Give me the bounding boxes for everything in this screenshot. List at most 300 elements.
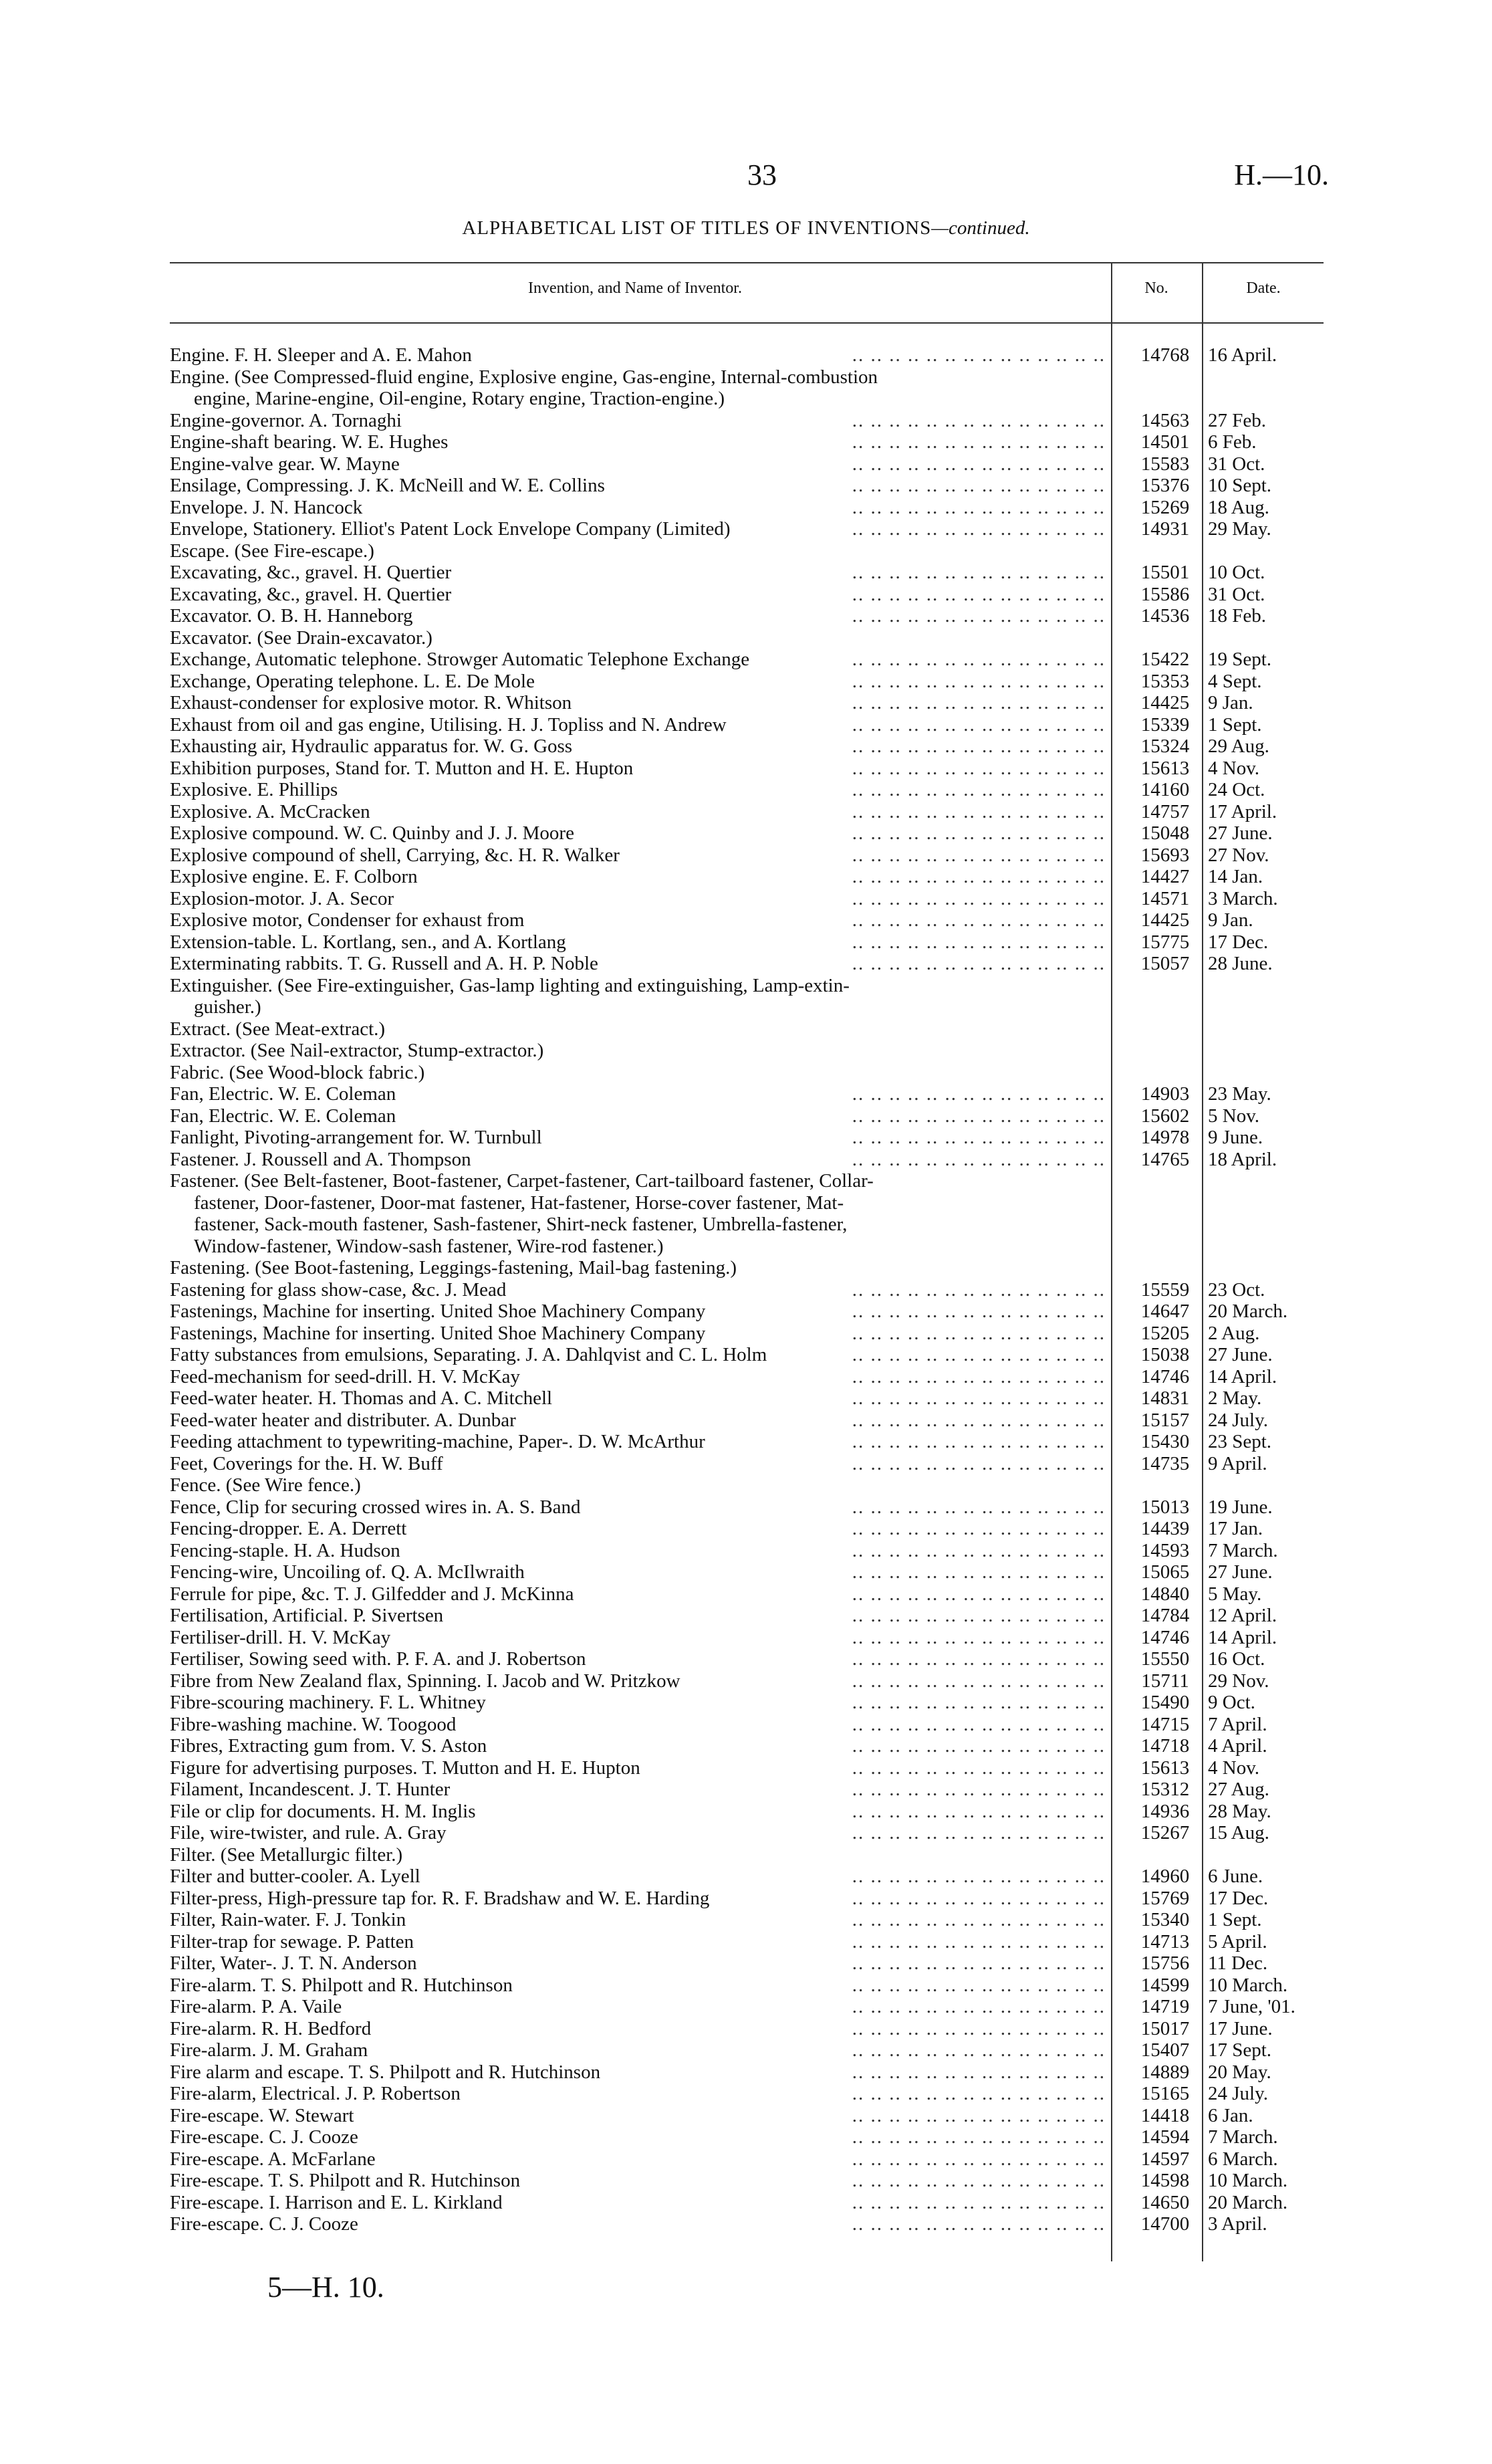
leader-dots: .. .. .. .. .. .. .. .. .. .. .. .. .. .. xyxy=(852,1909,1106,1930)
invention-title: Fence. (See Wire fence.) xyxy=(170,1474,368,1496)
invention-title: Fire alarm and escape. T. S. Philpott and R. Hutchinson xyxy=(170,2061,607,2084)
invention-number: 14757 xyxy=(1140,800,1190,822)
invention-title: Fibre-scouring machinery. F. L. Whitney xyxy=(170,1692,493,1714)
invention-number: 14978 xyxy=(1140,1127,1190,1148)
invention-title: Fire-escape. C. J. Cooze xyxy=(170,2213,365,2235)
leader-dots: .. .. .. .. .. .. .. .. .. .. .. .. .. .. xyxy=(852,2126,1106,2148)
invention-title: Exhaust from oil and gas engine, Utilising. H. J. Topliss and N. Andrew xyxy=(170,714,733,736)
table-row xyxy=(170,344,1324,366)
leader-dots: .. .. .. .. .. .. .. .. .. .. .. .. .. .. xyxy=(852,953,1106,974)
invention-title: Fire-alarm, Electrical. J. P. Robertson xyxy=(170,2083,467,2105)
header-bottom-rule xyxy=(170,322,1324,324)
invention-date: 5 April. xyxy=(1208,1930,1267,1952)
invention-title: Filter-trap for sewage. P. Patten xyxy=(170,1931,420,1953)
invention-title: Fencing-wire, Uncoiling of. Q. A. McIlwraith xyxy=(170,1561,531,1583)
invention-title: Ensilage, Compressing. J. K. McNeill and W. E. Collins xyxy=(170,475,612,497)
invention-date: 27 Nov. xyxy=(1208,844,1269,866)
invention-title: Fanlight, Pivoting-arrangement for. W. Turnbull xyxy=(170,1127,549,1149)
invention-title: Fire-alarm. J. M. Graham xyxy=(170,2039,374,2061)
invention-date: 14 April. xyxy=(1208,1626,1277,1648)
table-row xyxy=(170,366,1324,388)
invention-number: 15353 xyxy=(1140,670,1190,692)
table-row xyxy=(170,2061,1324,2084)
invention-date: 3 March. xyxy=(1208,887,1278,909)
invention-title: Fire-escape. C. J. Cooze xyxy=(170,2126,365,2148)
invention-title: Fire-alarm. P. A. Vaile xyxy=(170,1996,348,2018)
invention-title: fastener, Sack-mouth fastener, Sash-fastener, Shirt-neck fastener, Umbrella-fastener, xyxy=(194,1214,854,1236)
leader-dots: .. .. .. .. .. .. .. .. .. .. .. .. .. .. xyxy=(852,1496,1106,1518)
invention-date: 17 Sept. xyxy=(1208,2039,1272,2061)
leader-dots: .. .. .. .. .. .. .. .. .. .. .. .. .. .. xyxy=(852,1996,1106,2017)
invention-date: 9 Jan. xyxy=(1208,692,1253,713)
invention-number: 14713 xyxy=(1140,1930,1190,1952)
series-reference: H.—10. xyxy=(1234,158,1329,191)
table-row xyxy=(170,605,1324,627)
invention-date: 18 Feb. xyxy=(1208,605,1266,627)
invention-title: Extractor. (See Nail-extractor, Stump-extractor.) xyxy=(170,1040,550,1062)
table-row xyxy=(170,1952,1324,1975)
invention-date: 7 April. xyxy=(1208,1713,1267,1735)
table-row xyxy=(170,1583,1324,1605)
invention-number: 15267 xyxy=(1140,1822,1190,1843)
table-row xyxy=(170,779,1324,801)
invention-number: 14650 xyxy=(1140,2191,1190,2213)
table-row xyxy=(170,2105,1324,2127)
invention-number: 15583 xyxy=(1140,453,1190,475)
leader-dots: .. .. .. .. .. .. .. .. .. .. .. .. .. .. xyxy=(852,1278,1106,1301)
table-row xyxy=(170,540,1324,562)
leader-dots: .. .. .. .. .. .. .. .. .. .. .. .. .. .. xyxy=(852,822,1106,844)
leader-dots: .. .. .. .. .. .. .. .. .. .. .. .. .. .. xyxy=(852,605,1106,627)
leader-dots: .. .. .. .. .. .. .. .. .. .. .. .. .. .. xyxy=(852,1692,1106,1713)
invention-date: 24 Oct. xyxy=(1208,779,1265,800)
invention-number: 15157 xyxy=(1140,1409,1190,1431)
leader-dots: .. .. .. .. .. .. .. .. .. .. .. .. .. .. xyxy=(852,1105,1106,1127)
invention-title: Window-fastener, Window-sash fastener, Wire-rod fastener.) xyxy=(194,1236,670,1258)
invention-title: Fire-escape. A. McFarlane xyxy=(170,2148,382,2170)
invention-date: 12 April. xyxy=(1208,1605,1277,1626)
invention-date: 19 Sept. xyxy=(1208,649,1272,670)
invention-title: Fastening. (See Boot-fastening, Leggings-fastening, Mail-bag fastening.) xyxy=(170,1257,743,1279)
invention-date: 6 Feb. xyxy=(1208,431,1257,453)
invention-title: File or clip for documents. H. M. Inglis xyxy=(170,1801,483,1823)
invention-number: 14427 xyxy=(1140,866,1190,887)
invention-number: 15057 xyxy=(1140,953,1190,974)
invention-title: fastener, Door-fastener, Door-mat fastener, Hat-fastener, Horse-cover fastener, Mat- xyxy=(194,1192,850,1214)
table-row xyxy=(170,931,1324,954)
invention-date: 9 Oct. xyxy=(1208,1692,1255,1713)
invention-date: 20 March. xyxy=(1208,2191,1288,2213)
invention-date: 9 Jan. xyxy=(1208,909,1253,931)
invention-number: 14563 xyxy=(1140,409,1190,431)
table-row xyxy=(170,1366,1324,1388)
invention-number: 14439 xyxy=(1140,1518,1190,1539)
invention-title: Fertilisation, Artificial. P. Sivertsen xyxy=(170,1605,450,1627)
invention-date: 4 Nov. xyxy=(1208,1757,1260,1779)
leader-dots: .. .. .. .. .. .. .. .. .. .. .. .. .. .. xyxy=(852,1561,1106,1583)
invention-date: 7 June, '01. xyxy=(1208,1996,1295,2017)
invention-title: Exhaust-condenser for explosive motor. R. Whitson xyxy=(170,692,578,714)
leader-dots: .. .. .. .. .. .. .. .. .. .. .. .. .. .. xyxy=(852,496,1106,518)
invention-title: Exhausting air, Hydraulic apparatus for. W. G. Goss xyxy=(170,736,579,758)
invention-number: 15769 xyxy=(1140,1887,1190,1909)
leader-dots: .. .. .. .. .. .. .. .. .. .. .. .. .. .. xyxy=(852,1670,1106,1692)
invention-number: 14598 xyxy=(1140,2170,1190,2191)
table-row xyxy=(170,2083,1324,2105)
table-row xyxy=(170,2148,1324,2170)
invention-number: 14746 xyxy=(1140,1365,1190,1387)
invention-number: 14425 xyxy=(1140,909,1190,931)
leader-dots: .. .. .. .. .. .. .. .. .. .. .. .. .. .. xyxy=(852,1779,1106,1800)
invention-title: Fire-escape. W. Stewart xyxy=(170,2105,360,2127)
table-row xyxy=(170,1387,1324,1410)
invention-date: 23 Sept. xyxy=(1208,1431,1272,1452)
table-row xyxy=(170,1996,1324,2018)
invention-date: 6 March. xyxy=(1208,2148,1278,2170)
invention-title: Feed-water heater and distributer. A. Dunbar xyxy=(170,1410,523,1432)
invention-title: Envelope, Stationery. Elliot's Patent Lock Envelope Company (Limited) xyxy=(170,518,737,540)
leader-dots: .. .. .. .. .. .. .. .. .. .. .. .. .. .. xyxy=(852,2061,1106,2083)
invention-number: 14903 xyxy=(1140,1083,1190,1105)
invention-date: 5 Nov. xyxy=(1208,1105,1260,1127)
list-title-main: ALPHABETICAL LIST OF TITLES OF INVENTIONS xyxy=(462,217,932,239)
invention-number: 14700 xyxy=(1140,2213,1190,2235)
invention-number: 15340 xyxy=(1140,1909,1190,1930)
leader-dots: .. .. .. .. .. .. .. .. .. .. .. .. .. .. xyxy=(852,1713,1106,1735)
invention-title: Fire-escape. I. Harrison and E. L. Kirkland xyxy=(170,2192,509,2214)
invention-date: 16 Oct. xyxy=(1208,1648,1265,1670)
invention-number: 14594 xyxy=(1140,2126,1190,2148)
table-row xyxy=(170,1844,1324,1866)
leader-dots: .. .. .. .. .. .. .. .. .. .. .. .. .. .. xyxy=(852,2083,1106,2104)
invention-title: Excavating, &c., gravel. H. Quertier xyxy=(170,562,458,584)
invention-date: 16 April. xyxy=(1208,344,1277,366)
leader-dots: .. .. .. .. .. .. .. .. .. .. .. .. .. .. xyxy=(852,475,1106,496)
table-row xyxy=(170,1149,1324,1171)
invention-number: 14735 xyxy=(1140,1452,1190,1474)
table-row xyxy=(170,1474,1324,1496)
table-row xyxy=(170,888,1324,910)
invention-number: 15613 xyxy=(1140,757,1190,779)
invention-number: 14599 xyxy=(1140,1974,1190,1996)
invention-date: 4 Nov. xyxy=(1208,757,1260,779)
invention-number: 14718 xyxy=(1140,1735,1190,1757)
invention-number: 15775 xyxy=(1140,931,1190,953)
leader-dots: .. .. .. .. .. .. .. .. .. .. .. .. .. .. xyxy=(852,2104,1106,2126)
invention-date: 27 June. xyxy=(1208,1344,1273,1365)
table-row xyxy=(170,1605,1324,1627)
table-row xyxy=(170,1279,1324,1301)
table-row xyxy=(170,758,1324,780)
invention-title: Escape. (See Fire-escape.) xyxy=(170,540,381,562)
invention-title: Fatty substances from emulsions, Separating. J. A. Dahlqvist and C. L. Holm xyxy=(170,1344,773,1366)
invention-date: 11 Dec. xyxy=(1208,1952,1268,1974)
invention-number: 14765 xyxy=(1140,1148,1190,1170)
invention-date: 18 Aug. xyxy=(1208,496,1269,518)
table-row xyxy=(170,1236,1324,1258)
invention-number: 15065 xyxy=(1140,1561,1190,1583)
invention-title: Fire-alarm. T. S. Philpott and R. Hutchinson xyxy=(170,1975,519,1997)
invention-number: 15711 xyxy=(1141,1670,1189,1692)
invention-number: 15756 xyxy=(1140,1952,1190,1974)
invention-title: Explosive engine. E. F. Colborn xyxy=(170,866,424,888)
invention-title: Filter. (See Metallurgic filter.) xyxy=(170,1844,409,1866)
leader-dots: .. .. .. .. .. .. .. .. .. .. .. .. .. .. xyxy=(852,2039,1106,2061)
leader-dots: .. .. .. .. .. .. .. .. .. .. .. .. .. .. xyxy=(852,453,1106,475)
leader-dots: .. .. .. .. .. .. .. .. .. .. .. .. .. .. xyxy=(852,431,1106,453)
invention-number: 15559 xyxy=(1140,1278,1190,1301)
table-row xyxy=(170,714,1324,736)
invention-title: File, wire-twister, and rule. A. Gray xyxy=(170,1822,453,1844)
invention-number: 14831 xyxy=(1140,1387,1190,1409)
invention-date: 17 Jan. xyxy=(1208,1518,1263,1539)
leader-dots: .. .. .. .. .. .. .. .. .. .. .. .. .. .. xyxy=(852,1344,1106,1365)
table-row xyxy=(170,1540,1324,1562)
leader-dots: .. .. .. .. .. .. .. .. .. .. .. .. .. .. xyxy=(852,1800,1106,1822)
invention-date: 2 May. xyxy=(1208,1387,1262,1409)
invention-date: 29 May. xyxy=(1208,518,1271,540)
invention-number: 15376 xyxy=(1140,475,1190,496)
table-row xyxy=(170,562,1324,584)
leader-dots: .. .. .. .. .. .. .. .. .. .. .. .. .. .. xyxy=(852,409,1106,431)
invention-title: Fastenings, Machine for inserting. United Shoe Machinery Company xyxy=(170,1301,712,1323)
invention-number: 14784 xyxy=(1140,1605,1190,1626)
invention-date: 10 Sept. xyxy=(1208,475,1272,496)
table-row xyxy=(170,953,1324,975)
invention-title: Fencing-dropper. E. A. Derrett xyxy=(170,1518,413,1540)
invention-date: 31 Oct. xyxy=(1208,453,1265,475)
leader-dots: .. .. .. .. .. .. .. .. .. .. .. .. .. .. xyxy=(852,670,1106,692)
table-row xyxy=(170,1410,1324,1432)
invention-title: Fastenings, Machine for inserting. United Shoe Machinery Company xyxy=(170,1323,712,1345)
table-row xyxy=(170,2170,1324,2192)
invention-title: Feed-water heater. H. Thomas and A. C. Mitchell xyxy=(170,1387,559,1410)
invention-number: 15324 xyxy=(1140,736,1190,757)
invention-date: 9 April. xyxy=(1208,1452,1267,1474)
leader-dots: .. .. .. .. .. .. .. .. .. .. .. .. .. .. xyxy=(852,1387,1106,1409)
invention-number: 15165 xyxy=(1140,2083,1190,2104)
invention-number: 15602 xyxy=(1140,1105,1190,1127)
leader-dots: .. .. .. .. .. .. .. .. .. .. .. .. .. .. xyxy=(852,1866,1106,1887)
table-row xyxy=(170,1062,1324,1084)
invention-date: 18 April. xyxy=(1208,1148,1277,1170)
table-row xyxy=(170,1301,1324,1323)
invention-title: Exhibition purposes, Stand for. T. Mutton and H. E. Hupton xyxy=(170,758,640,780)
leader-dots: .. .. .. .. .. .. .. .. .. .. .. .. .. .. xyxy=(852,713,1106,736)
table-row xyxy=(170,1648,1324,1670)
invention-date: 5 May. xyxy=(1208,1583,1262,1605)
table-row xyxy=(170,1975,1324,1997)
invention-number: 15017 xyxy=(1140,2017,1190,2039)
invention-date: 1 Sept. xyxy=(1208,1909,1262,1930)
leader-dots: .. .. .. .. .. .. .. .. .. .. .. .. .. .. xyxy=(852,1930,1106,1952)
invention-number: 15693 xyxy=(1140,844,1190,866)
invention-title: Fastening for glass show-case, &c. J. Mead xyxy=(170,1279,513,1301)
invention-title: Ferrule for pipe, &c. T. J. Gilfedder and J. McKinna xyxy=(170,1583,581,1605)
leader-dots: .. .. .. .. .. .. .. .. .. .. .. .. .. .. xyxy=(852,736,1106,757)
inventions-list xyxy=(170,344,1324,2235)
footer-reference: 5—H. 10. xyxy=(267,2271,384,2304)
invention-date: 14 Jan. xyxy=(1208,866,1263,887)
invention-date: 23 Oct. xyxy=(1208,1278,1265,1301)
invention-title: Fence, Clip for securing crossed wires in. A. S. Band xyxy=(170,1496,588,1519)
invention-date: 17 June. xyxy=(1208,2017,1273,2039)
invention-date: 20 May. xyxy=(1208,2061,1271,2083)
table-row xyxy=(170,584,1324,606)
invention-date: 1 Sept. xyxy=(1208,713,1262,736)
invention-number: 14715 xyxy=(1140,1713,1190,1735)
table-row xyxy=(170,1714,1324,1736)
leader-dots: .. .. .. .. .. .. .. .. .. .. .. .. .. .. xyxy=(852,1822,1106,1843)
invention-title: Figure for advertising purposes. T. Mutton and H. E. Hupton xyxy=(170,1757,647,1779)
invention-title: Fan, Electric. W. E. Coleman xyxy=(170,1083,402,1105)
invention-title: Fan, Electric. W. E. Coleman xyxy=(170,1105,402,1127)
leader-dots: .. .. .. .. .. .. .. .. .. .. .. .. .. .. xyxy=(852,1083,1106,1105)
invention-number: 14840 xyxy=(1140,1583,1190,1605)
invention-number: 14160 xyxy=(1140,779,1190,800)
invention-date: 10 March. xyxy=(1208,1974,1288,1996)
invention-title: engine, Marine-engine, Oil-engine, Rotary engine, Traction-engine.) xyxy=(194,388,731,410)
leader-dots: .. .. .. .. .. .. .. .. .. .. .. .. .. .. xyxy=(852,1648,1106,1670)
table-row xyxy=(170,1561,1324,1583)
invention-title: Fire-escape. T. S. Philpott and R. Hutchinson xyxy=(170,2170,527,2192)
list-title-suffix: —continued. xyxy=(931,217,1030,239)
table-row xyxy=(170,1431,1324,1453)
invention-title: Extension-table. L. Kortlang, sen., and A. Kortlang xyxy=(170,931,573,954)
leader-dots: .. .. .. .. .. .. .. .. .. .. .. .. .. .. xyxy=(852,1452,1106,1474)
invention-title: Fastener. J. Roussell and A. Thompson xyxy=(170,1149,478,1171)
invention-date: 17 April. xyxy=(1208,800,1277,822)
leader-dots: .. .. .. .. .. .. .. .. .. .. .. .. .. .. xyxy=(852,1605,1106,1626)
invention-number: 15422 xyxy=(1140,649,1190,670)
invention-number: 14418 xyxy=(1140,2104,1190,2126)
table-row xyxy=(170,1692,1324,1714)
invention-title: Exchange, Operating telephone. L. E. De Mole xyxy=(170,671,541,693)
leader-dots: .. .. .. .. .. .. .. .. .. .. .. .. .. .. xyxy=(852,1887,1106,1909)
table-row xyxy=(170,909,1324,931)
invention-number: 14889 xyxy=(1140,2061,1190,2083)
invention-title: Extract. (See Meat-extract.) xyxy=(170,1018,392,1040)
invention-number: 15205 xyxy=(1140,1322,1190,1344)
leader-dots: .. .. .. .. .. .. .. .. .. .. .. .. .. .. xyxy=(852,344,1106,366)
invention-date: 2 Aug. xyxy=(1208,1322,1260,1344)
invention-date: 31 Oct. xyxy=(1208,583,1265,605)
leader-dots: .. .. .. .. .. .. .. .. .. .. .. .. .. .. xyxy=(852,649,1106,670)
table-row xyxy=(170,497,1324,519)
column-header-invention: Invention, and Name of Inventor. xyxy=(528,279,742,297)
invention-date: 23 May. xyxy=(1208,1083,1271,1105)
invention-date: 27 June. xyxy=(1208,822,1273,844)
invention-date: 24 July. xyxy=(1208,2083,1268,2104)
invention-date: 28 May. xyxy=(1208,1800,1271,1822)
table-row xyxy=(170,1105,1324,1127)
invention-title: Fertiliser-drill. H. V. McKay xyxy=(170,1627,397,1649)
invention-date: 14 April. xyxy=(1208,1365,1277,1387)
table-row xyxy=(170,1931,1324,1953)
invention-title: Explosive compound of shell, Carrying, &c. H. R. Walker xyxy=(170,845,626,867)
leader-dots: .. .. .. .. .. .. .. .. .. .. .. .. .. .. xyxy=(852,909,1106,931)
invention-date: 29 Aug. xyxy=(1208,736,1269,757)
invention-number: 15339 xyxy=(1140,713,1190,736)
leader-dots: .. .. .. .. .. .. .. .. .. .. .. .. .. .. xyxy=(852,1583,1106,1605)
invention-date: 19 June. xyxy=(1208,1496,1273,1518)
leader-dots: .. .. .. .. .. .. .. .. .. .. .. .. .. .. xyxy=(852,866,1106,887)
table-row xyxy=(170,1866,1324,1888)
invention-title: guisher.) xyxy=(194,996,268,1018)
invention-title: Explosion-motor. J. A. Secor xyxy=(170,888,400,910)
invention-number: 15312 xyxy=(1140,1779,1190,1800)
leader-dots: .. .. .. .. .. .. .. .. .. .. .. .. .. .. xyxy=(852,562,1106,583)
leader-dots: .. .. .. .. .. .. .. .. .. .. .. .. .. .. xyxy=(852,2017,1106,2039)
invention-number: 15430 xyxy=(1140,1431,1190,1452)
invention-title: Fencing-staple. H. A. Hudson xyxy=(170,1540,407,1562)
leader-dots: .. .. .. .. .. .. .. .. .. .. .. .. .. .. xyxy=(852,2213,1106,2235)
leader-dots: .. .. .. .. .. .. .. .. .. .. .. .. .. .. xyxy=(852,1626,1106,1648)
table-row xyxy=(170,1888,1324,1910)
invention-date: 7 March. xyxy=(1208,2126,1278,2148)
table-row xyxy=(170,518,1324,540)
invention-number: 14931 xyxy=(1140,518,1190,540)
invention-date: 10 Oct. xyxy=(1208,562,1265,583)
invention-date: 29 Nov. xyxy=(1208,1670,1269,1692)
invention-title: Explosive. E. Phillips xyxy=(170,779,344,801)
leader-dots: .. .. .. .. .. .. .. .. .. .. .. .. .. .. xyxy=(852,692,1106,713)
leader-dots: .. .. .. .. .. .. .. .. .. .. .. .. .. .. xyxy=(852,757,1106,779)
table-row xyxy=(170,453,1324,475)
invention-title: Fertiliser, Sowing seed with. P. F. A. and J. Robertson xyxy=(170,1648,592,1670)
leader-dots: .. .. .. .. .. .. .. .. .. .. .. .. .. .. xyxy=(852,800,1106,822)
invention-number: 15407 xyxy=(1140,2039,1190,2061)
header-top-rule xyxy=(170,262,1324,263)
leader-dots: .. .. .. .. .. .. .. .. .. .. .. .. .. .. xyxy=(852,779,1106,800)
table-row xyxy=(170,1757,1324,1779)
invention-number: 15269 xyxy=(1140,496,1190,518)
invention-title: Extinguisher. (See Fire-extinguisher, Gas-lamp lighting and extinguishing, Lamp-extin- xyxy=(170,975,856,997)
table-row xyxy=(170,1344,1324,1366)
table-row xyxy=(170,736,1324,758)
invention-title: Engine-valve gear. W. Mayne xyxy=(170,453,406,475)
invention-title: Engine-governor. A. Tornaghi xyxy=(170,410,408,432)
invention-title: Engine. (See Compressed-fluid engine, Explosive engine, Gas-engine, Internal-combustion xyxy=(170,366,884,388)
invention-date: 27 June. xyxy=(1208,1561,1273,1583)
invention-title: Feeding attachment to typewriting-machine, Paper-. D. W. McArthur xyxy=(170,1431,712,1453)
invention-date: 27 Feb. xyxy=(1208,409,1266,431)
invention-number: 14425 xyxy=(1140,692,1190,713)
invention-title: Engine-shaft bearing. W. E. Hughes xyxy=(170,431,455,453)
table-row xyxy=(170,627,1324,649)
invention-title: Filter-press, High-pressure tap for. R. F. Bradshaw and W. E. Harding xyxy=(170,1888,716,1910)
table-row xyxy=(170,2192,1324,2214)
invention-title: Fastener. (See Belt-fastener, Boot-fastener, Carpet-fastener, Cart-tailboard fastener, Collar- xyxy=(170,1170,880,1192)
invention-number: 14746 xyxy=(1140,1626,1190,1648)
invention-number: 15038 xyxy=(1140,1344,1190,1365)
invention-number: 14597 xyxy=(1140,2148,1190,2170)
leader-dots: .. .. .. .. .. .. .. .. .. .. .. .. .. .. xyxy=(852,1518,1106,1539)
column-header-number: No. xyxy=(1144,279,1168,297)
invention-number: 14501 xyxy=(1140,431,1190,453)
leader-dots: .. .. .. .. .. .. .. .. .. .. .. .. .. .. xyxy=(852,1757,1106,1779)
invention-number: 15550 xyxy=(1140,1648,1190,1670)
table-row xyxy=(170,1127,1324,1149)
leader-dots: .. .. .. .. .. .. .. .. .. .. .. .. .. .. xyxy=(852,1974,1106,1996)
invention-title: Exchange, Automatic telephone. Strowger Automatic Telephone Exchange xyxy=(170,649,756,671)
column-header-date: Date. xyxy=(1246,279,1281,297)
table-row xyxy=(170,431,1324,453)
table-row xyxy=(170,1170,1324,1192)
table-row xyxy=(170,1779,1324,1801)
invention-title: Explosive. A. McCracken xyxy=(170,801,377,823)
invention-number: 14768 xyxy=(1140,344,1190,366)
